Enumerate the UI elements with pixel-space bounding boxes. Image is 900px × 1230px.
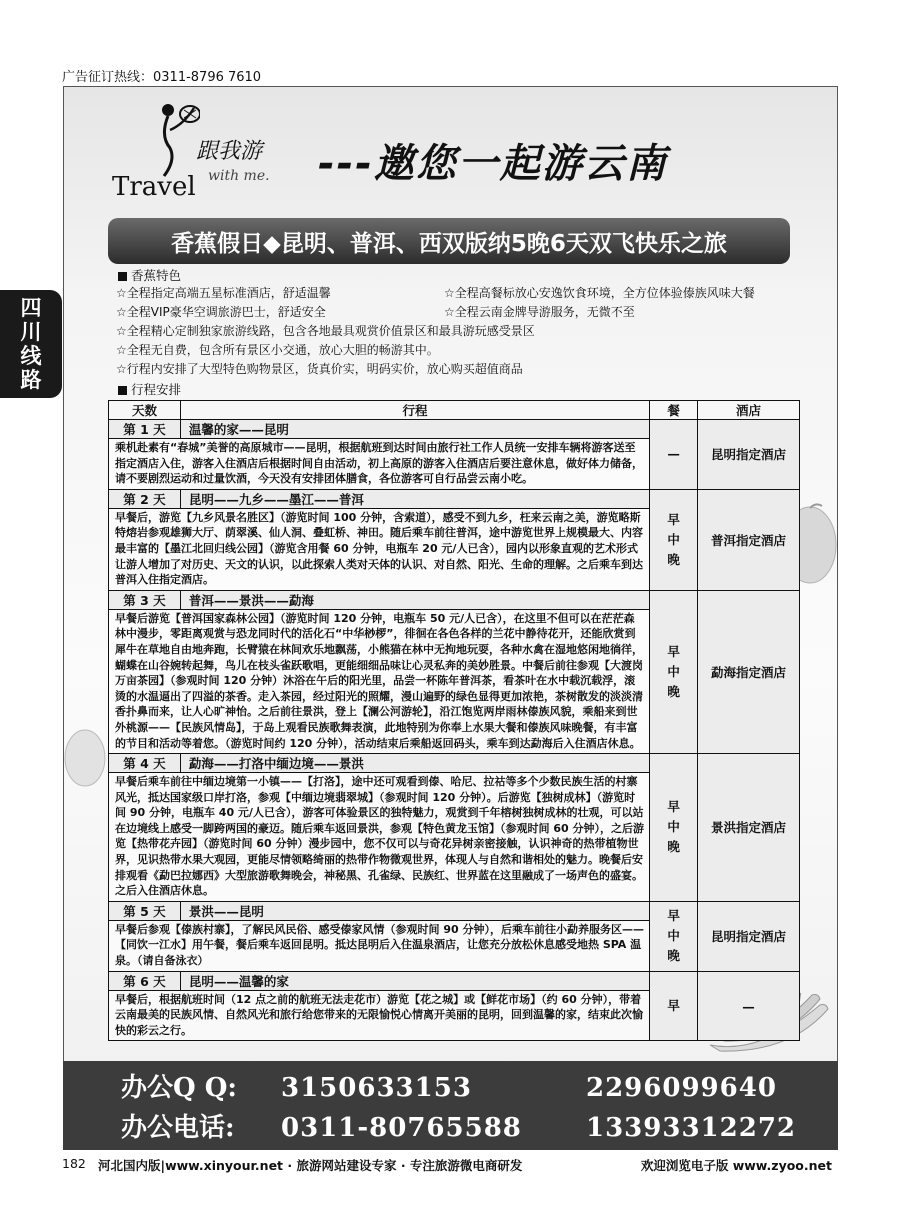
day-meals — [650, 420, 698, 490]
meal-item: 早 — [667, 998, 680, 1014]
tel-number: 13393312272 — [586, 1113, 796, 1143]
meal-item: 晚 — [667, 551, 680, 567]
day-number: 第 1 天 — [109, 420, 181, 439]
day-number: 第 6 天 — [109, 971, 181, 990]
day-meals — [650, 971, 698, 1041]
footer-website: 欢迎浏览电子版 www.zyoo.net — [640, 1158, 832, 1173]
day-hotel: 勐海指定酒店 — [698, 590, 800, 753]
square-bullet-icon — [118, 386, 127, 395]
day-description: 早餐后，游览【九乡风景名胜区】（游览时间 100 分钟，含索道），感受不到九乡，枉来云南之美，游览略斯特熔岩参观雄狮大厅、荫翠溪、仙人洞、叠虹桥、神田。随后乘车前往普洱，途中游览世界上规模最大、内容最丰富的【墨江北回归线公园】（游览含用餐 60 分钟，电瓶车 20 元/人已含），园内以形象直观的艺术形式让游人增加了对历史、天文的认识，以此探索人类对天体的认识、对自然、阳光、生命的理解。之后乘车到达普洱入住指定酒店。 — [109, 508, 650, 590]
feature-row — [116, 303, 806, 322]
features-list — [116, 284, 806, 379]
day-meals — [650, 489, 698, 590]
meal-item: 晚 — [667, 683, 680, 699]
feature-item: ☆行程内安排了大型特色购物景区，货真价实，明码实价，放心购买超值商品 — [116, 362, 523, 376]
qq-label: 办公Q Q: — [121, 1073, 237, 1103]
traveler-figure-icon — [140, 100, 200, 180]
day-title-row — [109, 754, 800, 773]
meal-item: 早 — [667, 511, 680, 527]
day-route: 昆明——九乡——墨江——普洱 — [180, 489, 649, 508]
tel-number: 0311-80765588 — [281, 1113, 522, 1143]
itinerary-table — [108, 400, 800, 1041]
day-description: 乘机赴素有“春城”美誉的高原城市——昆明，根据航班到达时间由旅行社工作人员统一安排车辆将游客送至指定酒店入住，游客入住酒店后根据时间自由活动，初上高原的游客入住酒店后要注意休息，做好体力储备，请不要剧烈运动和过量饮酒，今天没有安排团体膳食，各位游客可自行品尝云南小吃。 — [109, 439, 650, 490]
header-day: 天数 — [109, 401, 181, 420]
feature-row — [116, 284, 806, 303]
meal-item: — — [667, 446, 680, 462]
logo-withme-text: with me. — [208, 168, 270, 184]
brand-logo — [110, 100, 310, 208]
contact-bar — [63, 1061, 838, 1150]
region-side-tab — [0, 290, 62, 398]
day-description: 早餐后乘车前往中缅边境第一小镇——【打洛】，途中还可观看到傣、哈尼、拉祜等多个少数民族生活的村寨风光，抵达国家级口岸打洛，参观【中缅边境翡翠城】（参观时间 120 分钟）。后游览【独树成林】（游览时间 90 分钟，电瓶车 40 元/人已含），游客可体验景区的独特魅力，观赏到千年榕树独树成林的壮观，可以站在边境线上感受一脚跨两国的豪迈。随后乘车返回景洪，参观【特色黄龙玉馆】（参观时间 60 分钟），之后游览【热带花卉园】（游览时间 60 分钟）漫步园中，您不仅可以与奇花异树亲密接触，认识神奇的热带植物世界，见识热带水果大观园，更能尽情领略绮丽的热带作物微观世界，体现人与自然和谐相处的魅力。晚餐后安排观看《勐巴拉娜西》大型旅游歌舞晚会，神秘黑、孔雀绿、民族红、世界蓝在这里融成了一场声色的盛宴。之后入住酒店休息。 — [109, 773, 650, 902]
feature-item: ☆全程云南金牌导游服务，无微不至 — [444, 305, 635, 319]
logo-travel-text: Travel — [112, 172, 196, 202]
day-route: 勐海——打洛中缅边境——景洪 — [180, 754, 649, 773]
qq-line — [121, 1067, 777, 1104]
header-itinerary: 行程 — [180, 401, 649, 420]
meal-item: 中 — [667, 531, 680, 547]
feature-item: ☆全程精心定制独家旅游线路，包含各地最具观赏价值景区和最具游玩感受景区 — [116, 324, 535, 338]
day-hotel: 景洪指定酒店 — [698, 754, 800, 902]
header-meals: 餐 — [650, 401, 698, 420]
day-route: 普洱——景洪——勐海 — [180, 590, 649, 609]
day-number: 第 5 天 — [109, 901, 181, 920]
day-title-row — [109, 901, 800, 920]
day-meals — [650, 901, 698, 971]
meal-item: 早 — [667, 908, 680, 924]
ad-hotline: 广告征订热线：0311-8796 7610 — [62, 70, 262, 85]
side-tab-char: 线 — [20, 344, 42, 368]
tour-title-banner: 香蕉假日◆昆明、普洱、西双版纳5晚6天双飞快乐之旅 — [108, 218, 790, 264]
table-header-row — [109, 401, 800, 420]
tel-label: 办公电话: — [121, 1113, 235, 1143]
side-tab-char: 四 — [20, 296, 42, 320]
fruit-illustration-icon — [60, 720, 110, 790]
day-route: 温馨的家——昆明 — [180, 420, 649, 439]
day-number: 第 4 天 — [109, 754, 181, 773]
day-description: 早餐后，根据航班时间（12 点之前的航班无法走花市）游览【花之城】或【鲜花市场】（约 60 分钟），带着云南最美的民族风情、自然风光和旅行给您带来的无限愉悦心情离开美丽的昆明，回到温馨的家，结束此次愉快的彩云之行。 — [109, 990, 650, 1041]
meal-item: 早 — [667, 643, 680, 659]
page-number: 182 — [62, 1156, 86, 1171]
side-tab-char: 川 — [20, 320, 42, 344]
day-title-row — [109, 420, 800, 439]
day-meals — [650, 754, 698, 902]
header-hotel: 酒店 — [698, 401, 800, 420]
page-footer — [62, 1156, 832, 1174]
logo-chinese-text: 跟我游 — [196, 139, 263, 164]
day-hotel: 普洱指定酒店 — [698, 489, 800, 590]
day-meals — [650, 590, 698, 753]
day-title-row — [109, 489, 800, 508]
day-hotel: 昆明指定酒店 — [698, 901, 800, 971]
square-bullet-icon — [118, 272, 127, 281]
feature-item: ☆全程指定高端五星标准酒店，舒适温馨 — [116, 286, 331, 300]
day-hotel: — — [698, 971, 800, 1041]
day-route: 景洪——昆明 — [180, 901, 649, 920]
feature-item: ☆全程VIP豪华空调旅游巴士，舒适安全 — [116, 305, 326, 319]
qq-number: 2296099640 — [586, 1073, 777, 1103]
meal-item: 中 — [667, 928, 680, 944]
features-heading-text: 香蕉特色 — [131, 268, 182, 283]
day-description: 早餐后参观【傣族村寨】，了解民风民俗、感受傣家风情（参观时间 90 分钟），后乘车前往小勐养服务区——【同饮一江水】用午餐，餐后乘车返回昆明。抵达昆明后入住温泉酒店，让您充分放松休息感受地热 SPA 温泉。（请自备泳衣） — [109, 920, 650, 971]
day-title-row — [109, 971, 800, 990]
schedule-heading-text: 行程安排 — [131, 382, 182, 397]
meal-item: 中 — [667, 819, 680, 835]
meal-item: 早 — [667, 799, 680, 815]
day-hotel: 昆明指定酒店 — [698, 420, 800, 490]
features-heading — [118, 266, 181, 284]
schedule-heading — [118, 380, 181, 398]
meal-item: 晚 — [667, 948, 680, 964]
qq-number: 3150633153 — [281, 1073, 472, 1103]
day-description: 早餐后游览【普洱国家森林公园】（游览时间 120 分钟，电瓶车 50 元/人已含），在这里不但可以在茫茫森林中漫步，零距离观赏与恐龙同时代的活化石“中华桫椤”，徘徊在各色各样的兰花中静待花开，还能欣赏到犀牛在草地自由地奔跑，长臂猿在林间欢乐地飘荡，小熊猫在林中无拘地玩耍，各种水禽在湿地悠闲地徜徉，蝴蝶在山谷婉转起舞，鸟儿在枝头雀跃歌唱，更能细细品味让心灵私奔的美妙胜景。中餐后前往参观【大渡岗万亩茶园】（参观时间 120 分钟）沐浴在午后的阳光里，品尝一杯陈年普洱茶，看茶叶在水中载沉载浮，滚烫的水温逼出了四溢的茶香。走入茶园，经过阳光的照耀，漫山遍野的绿色显得更加浓艳，茶树散发的淡淡清香扑鼻而来，让人心旷神怡。之后前往景洪，登上【澜公河游轮】，沿江饱览两岸雨林傣族风貌，乘船来到世外桃源——【民族风情岛】，于岛上观看民族歌舞表演，此地特别为你奉上水果大餐和傣族风味晚餐，有丰富的节目和活动等着您。（游览时间约 120 分钟），活动结束后乘船返回码头，乘车到达勐海后入住酒店休息。 — [109, 609, 650, 753]
meal-item: 中 — [667, 663, 680, 679]
day-number: 第 2 天 — [109, 489, 181, 508]
page-headline: ---邀您一起游云南 — [318, 141, 668, 187]
side-tab-char: 路 — [20, 368, 42, 392]
day-number: 第 3 天 — [109, 590, 181, 609]
meal-item: 晚 — [667, 839, 680, 855]
day-route: 昆明——温馨的家 — [180, 971, 649, 990]
feature-item: ☆全程无自费，包含所有景区小交通，放心大胆的畅游其中。 — [116, 343, 439, 357]
footer-publisher: 河北国内版|www.xinyour.net · 旅游网站建设专家 · 专注旅游微电商研发 — [98, 1158, 523, 1173]
day-title-row — [109, 590, 800, 609]
feature-item: ☆全程高餐标放心安逸饮食环境，全方位体验傣族风味大餐 — [444, 286, 755, 300]
tel-line — [121, 1107, 796, 1144]
